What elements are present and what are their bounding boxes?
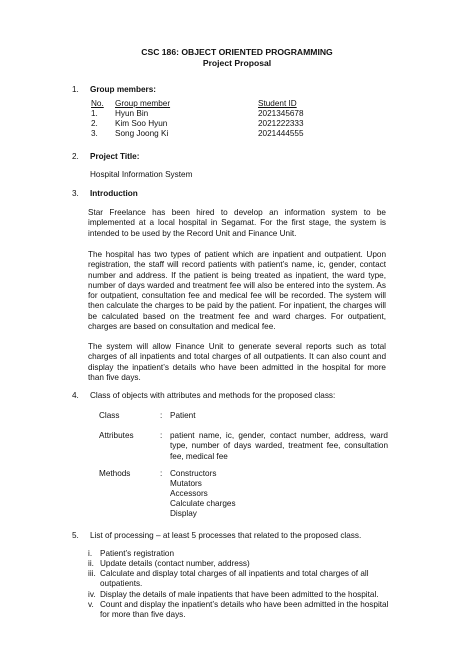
table-cell-student-id: 2021444555 <box>258 129 304 138</box>
method-item: Constructors <box>170 469 217 478</box>
methods-label: Methods <box>99 469 131 478</box>
intro-paragraph-3: The system will allow Finance Unit to generate several reports such as total charges of all inpatients and total charges of all outpatients. It can also count and display the inpatient’s details who have been admitted in the hospital for more than five days. <box>88 342 386 382</box>
process-text: Display the details of male inpatients that have been admitted to the hospital. <box>100 590 379 599</box>
table-cell-member: Song Joong Ki <box>115 129 169 138</box>
section-2-heading: Project Title: <box>90 152 140 161</box>
table-header-member: Group member <box>115 99 171 108</box>
section-5-heading: List of processing – at least 5 processes that related to the proposed class. <box>90 531 362 540</box>
document-title: CSC 186: OBJECT ORIENTED PROGRAMMING <box>141 47 333 57</box>
process-text: Calculate and display total charges of all inpatients and total charges of all outpatients. <box>100 569 369 589</box>
attributes-label: Attributes <box>99 431 134 440</box>
colon: : <box>160 469 163 478</box>
method-item: Display <box>170 509 197 518</box>
document-subtitle: Project Proposal <box>202 58 272 68</box>
table-cell-student-id: 2021222333 <box>258 119 304 128</box>
process-number: i. <box>88 549 93 558</box>
class-value: Patient <box>170 411 196 420</box>
intro-paragraph-2: The hospital has two types of patient which are inpatient and outpatient. Upon registration, the staff will record patients with patient’s name, ic, gender, contact number and address. If the patient is being treated as inpatient, the ward type, number of days warded and treatment fee will also be entered into the system. As for outpatient, consultation fee and medical fee will be recorded. The system will then calculate the charges to be paid by the patient. For inpatient, the charges will be calculated based on the treatment fee and ward charges. For outpatient, charges are based on consultation and medical fee. <box>88 250 386 332</box>
method-item: Calculate charges <box>170 499 236 508</box>
section-2-number: 2. <box>72 152 79 161</box>
section-3-heading: Introduction <box>90 189 138 198</box>
process-text: Update details (contact number, address) <box>100 559 250 568</box>
class-label: Class <box>99 411 120 420</box>
table-cell-no: 3. <box>91 129 98 138</box>
process-number: ii. <box>88 559 94 568</box>
process-text: Patient’s registration <box>100 549 175 558</box>
table-cell-student-id: 2021345678 <box>258 109 304 118</box>
section-5-number: 5. <box>72 531 79 540</box>
process-number: iii. <box>88 569 96 578</box>
intro-paragraph-1: Star Freelance has been hired to develop an information system to be implemented at a local hospital in Segamat. For the first stage, the system is intended to be used by the Record Unit and Finance Unit. <box>88 208 386 238</box>
section-1-heading: Group members: <box>90 85 156 94</box>
section-4-number: 4. <box>72 391 79 400</box>
method-item: Mutators <box>170 479 202 488</box>
colon: : <box>160 431 163 440</box>
table-cell-no: 2. <box>91 119 98 128</box>
section-4-heading: Class of objects with attributes and methods for the proposed class: <box>90 391 336 400</box>
section-1-number: 1. <box>72 85 79 94</box>
process-number: v. <box>88 600 94 609</box>
method-item: Accessors <box>170 489 208 498</box>
process-text: Count and display the inpatient’s details who have been admitted in the hospital for more than five days. <box>100 600 389 620</box>
table-header-student-id: Student ID <box>258 99 297 108</box>
section-3-number: 3. <box>72 189 79 198</box>
table-cell-no: 1. <box>91 109 98 118</box>
table-cell-member: Kim Soo Hyun <box>115 119 168 128</box>
attributes-value: patient name, ic, gender, contact number, address, ward type, number of days warded, treatment fee, consultation fee, medical fee <box>170 431 388 461</box>
process-number: iv. <box>88 590 96 599</box>
project-title-value: Hospital Information System <box>90 170 193 179</box>
table-header-no: No. <box>91 99 104 108</box>
colon: : <box>160 411 163 420</box>
table-cell-member: Hyun Bin <box>115 109 149 118</box>
